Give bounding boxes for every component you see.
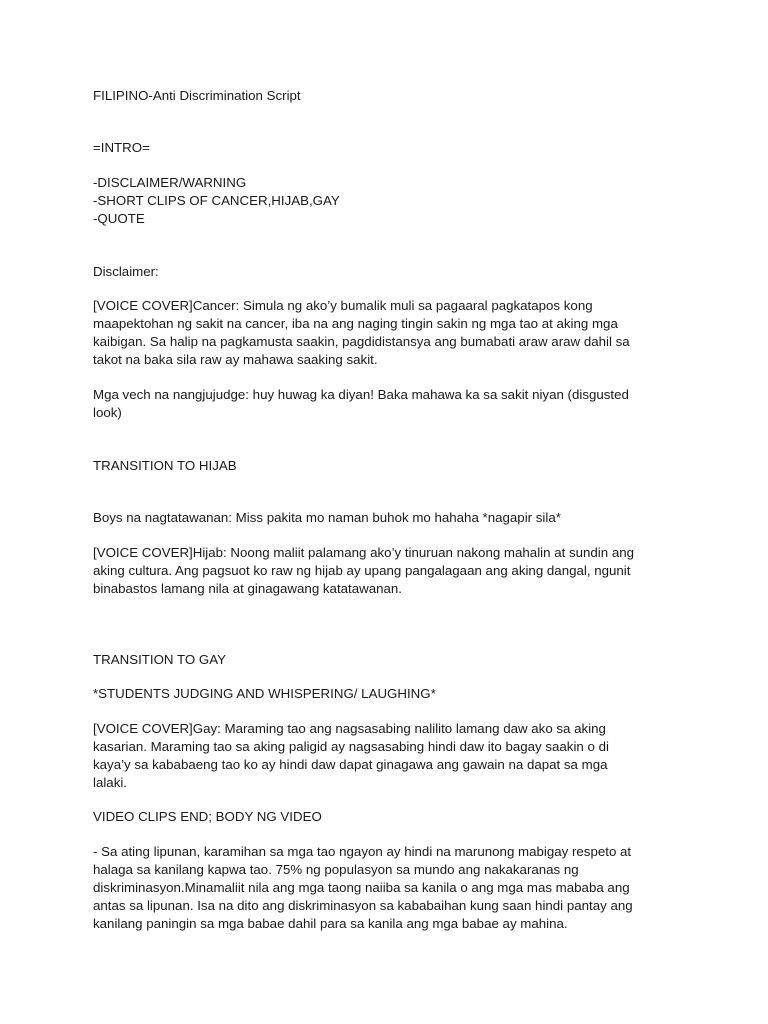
- judge-paragraph: [93, 386, 683, 422]
- students-line: *STUDENTS JUDGING AND WHISPERING/ LAUGHING*: [93, 686, 436, 701]
- intro-list: [93, 174, 683, 228]
- video-end-heading: VIDEO CLIPS END; BODY NG VIDEO: [93, 809, 322, 824]
- hijab-voice-paragraph: [93, 544, 683, 598]
- paragraph-line: binabastos lamang nila at ginagawang katatawanan.: [93, 581, 403, 596]
- body-paragraph: [93, 843, 683, 933]
- paragraph-line: Mga vech na nangjujudge: huy huwag ka diyan! Baka mahawa ka sa sakit niyan (disgusted: [93, 387, 629, 402]
- disclaimer-label: Disclaimer:: [93, 264, 159, 279]
- intro-heading: =INTRO=: [93, 140, 150, 155]
- paragraph-line: [VOICE COVER]Hijab: Noong maliit palamang ako’y tinuruan nakong mahalin at sundin ang: [93, 545, 635, 560]
- cancer-voice-paragraph: [93, 297, 683, 369]
- paragraph-line: kasarian. Maraming tao sa aking paligid ay nagsasabing hindi daw ito bagay saakin o di: [93, 739, 609, 754]
- paragraph-line: look): [93, 405, 122, 420]
- gay-voice-paragraph: [93, 720, 683, 792]
- paragraph-line: antas sa lipunan. Isa na dito ang diskriminasyon sa kababaihan kung saan hindi pantay ang: [93, 898, 633, 913]
- intro-item: -SHORT CLIPS OF CANCER,HIJAB,GAY: [93, 193, 340, 208]
- paragraph-line: [VOICE COVER]Cancer: Simula ng ako’y bumalik muli sa pagaaral pagkatapos kong: [93, 298, 593, 313]
- paragraph-line: kaya’y sa kababaeng tao ko ay hindi daw dapat ginagawa ang gawain na dapat sa mga: [93, 757, 608, 772]
- intro-item: -QUOTE: [93, 211, 145, 226]
- document-title: FILIPINO-Anti Discrimination Script: [93, 88, 301, 103]
- intro-item: -DISCLAIMER/WARNING: [93, 175, 247, 190]
- paragraph-line: [VOICE COVER]Gay: Maraming tao ang nagsasabing nalilito lamang daw ako sa aking: [93, 721, 606, 736]
- paragraph-line: kaibigan. Sa halip na pagkamusta saakin, pagdidistansya ang bumabati araw araw dahil sa: [93, 334, 630, 349]
- paragraph-line: halaga sa kanilang kapwa tao. 75% ng populasyon sa mundo ang nakakaranas ng: [93, 862, 579, 877]
- paragraph-line: kanilang paningin sa mga babae dahil para sa kanila ang mga babae ay mahina.: [93, 916, 568, 931]
- paragraph-line: takot na baka sila raw ay mahawa saaking sakit.: [93, 352, 378, 367]
- boys-line: Boys na nagtatawanan: Miss pakita mo naman buhok mo hahaha *nagapir sila*: [93, 510, 561, 525]
- paragraph-line: aking cultura. Ang pagsuot ko raw ng hijab ay upang pangalagaan ang aking dangal, ngunit: [93, 563, 631, 578]
- paragraph-line: - Sa ating lipunan, karamihan sa mga tao ngayon ay hindi na marunong mabigay respeto at: [93, 844, 632, 859]
- paragraph-line: maapektohan ng sakit na cancer, iba na ang naging tingin sakin ng mga tao at aking mga: [93, 316, 618, 331]
- paragraph-line: diskriminasyon.Minamaliit nila ang mga taong naiiba sa kanila o ang mga mas mababa ang: [93, 880, 630, 895]
- paragraph-line: lalaki.: [93, 775, 127, 790]
- transition-gay-heading: TRANSITION TO GAY: [93, 652, 226, 667]
- transition-hijab-heading: TRANSITION TO HIJAB: [93, 458, 237, 473]
